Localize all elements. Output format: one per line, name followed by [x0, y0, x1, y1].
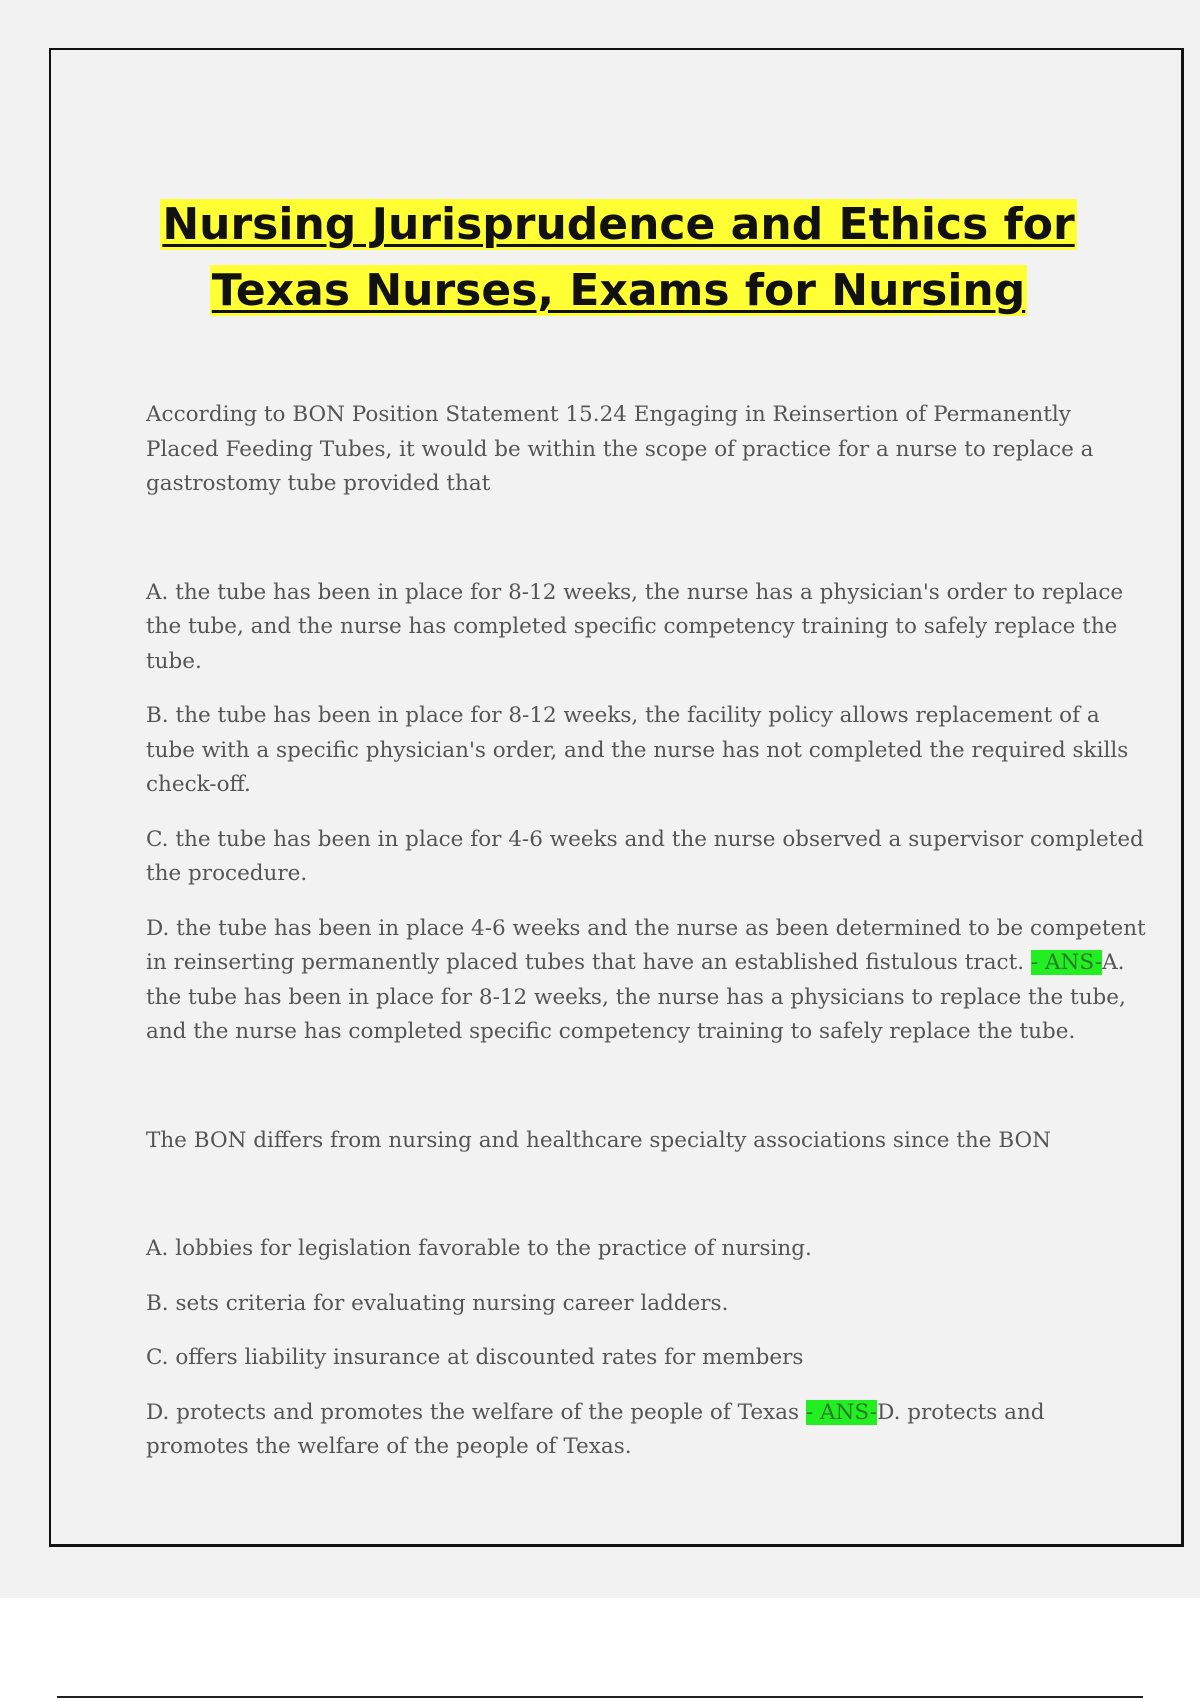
document-title: [51, 192, 1186, 324]
question-1-answer: A. the tube has been in place for 8-12 weeks, the nurse has a physicians to replace the tube, and the nurse has completed specific competency training to safely replace the tube.: [146, 950, 1126, 1044]
document-page: [49, 48, 1184, 1547]
next-page-top-rule: [57, 1696, 1143, 1698]
question-1-option-b: B. the tube has been in place for 8-12 weeks, the facility policy allows replacement of a tube with a specific physician's order, and the nurse has not completed the required skills check-off.: [146, 703, 1129, 797]
document-body: [146, 398, 1146, 1465]
question-1-option-c: C. the tube has been in place for 4-6 weeks and the nurse observed a supervisor completed the procedure.: [146, 826, 1144, 886]
question-2-option-b: B. sets criteria for evaluating nursing career ladders.: [146, 1290, 729, 1316]
answer-marker: - ANS-: [805, 1399, 878, 1425]
question-2-option-c: C. offers liability insurance at discounted rates for members: [146, 1345, 804, 1370]
question-2-answer: D. protects and promotes the welfare of the people of Texas.: [146, 1399, 1045, 1459]
question-2-option-a: A. lobbies for legislation favorable to the practice of nursing.: [146, 1236, 812, 1261]
question-1-option-a: A. the tube has been in place for 8-12 weeks, the nurse has a physician's order to replace the tube, and the nurse has completed specific competency training to safely replace the tube.: [146, 579, 1124, 674]
question-1-option-d: D. the tube has been in place 4-6 weeks and the nurse as been determined to be competent in reinserting permanently placed tubes that have an established fistulous tract.: [146, 915, 1146, 975]
question-2-stem: The BON differs from nursing and healthcare specialty associations since the BON: [146, 1127, 1051, 1153]
question-2-option-d: D. protects and promotes the welfare of the people of Texas: [146, 1399, 800, 1425]
title-line-2: Texas Nurses, Exams for Nursing: [211, 265, 1026, 316]
question-1-stem: According to BON Position Statement 15.24 Engaging in Reinsertion of Permanently Placed Feeding Tubes, it would be within the scope of practice for a nurse to replace a gastrostomy tube provided that: [146, 402, 1094, 496]
question-2-option-d-with-answer: [146, 1396, 1146, 1465]
title-line-1: Nursing Jurisprudence and Ethics for: [162, 199, 1075, 250]
question-1-option-d-with-answer: [146, 912, 1146, 1050]
answer-marker: - ANS-: [1030, 950, 1103, 975]
